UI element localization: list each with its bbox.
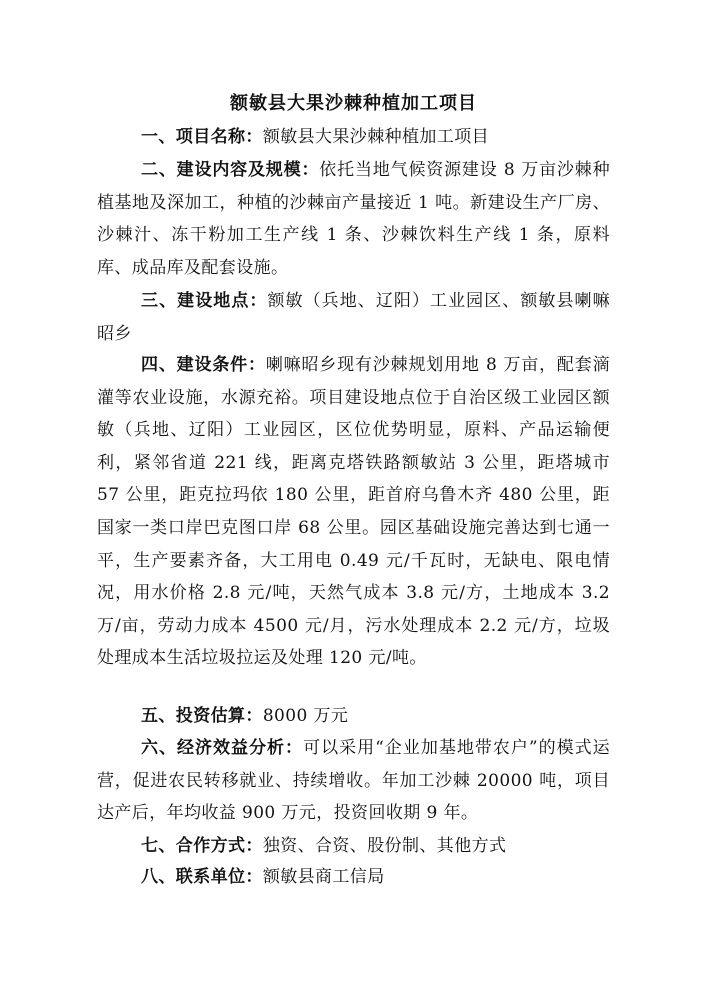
section-body: 额敏县商工信局: [262, 867, 385, 887]
section-body: 额敏（兵地、辽阳）工业园区、额敏县喇嘛昭乡: [97, 291, 610, 344]
section-contact-unit: [97, 861, 610, 894]
section-economic-analysis: [97, 732, 610, 830]
section-construction-site: [97, 285, 610, 350]
section-heading: 八、联系单位：: [141, 867, 263, 887]
section-construction-scope: [97, 154, 610, 284]
section-heading: 七、合作方式：: [141, 836, 263, 856]
section-heading: 三、建设地点：: [141, 291, 268, 311]
section-heading: 六、经济效益分析：: [141, 738, 304, 758]
section-project-name: [97, 121, 610, 154]
section-body: 可以采用“企业加基地带农户”的模式运营，促进农民转移就业、持续增收。年加工沙棘 20000 吨，项目达产后，年均收益 900 万元，投资回收期 9 年。: [97, 738, 610, 824]
section-heading: 五、投资估算：: [141, 706, 263, 726]
section-construction-conditions: [97, 349, 610, 675]
section-heading: 二、建设内容及规模：: [141, 160, 320, 180]
section-cooperation-mode: [97, 830, 610, 863]
section-heading: 四、建设条件：: [141, 355, 266, 375]
document-title: 额敏县大果沙棘种植加工项目: [230, 93, 477, 114]
section-heading: 一、项目名称：: [141, 127, 263, 147]
section-investment-estimate: [97, 700, 610, 733]
section-body: 依托当地气候资源建设 8 万亩沙棘种植基地及深加工，种植的沙棘亩产量接近 1 吨。新建设生产厂房、沙棘汁、冻干粉加工生产线 1 条、沙棘饮料生产线 1 条，原料库、成品库及配套设施。: [97, 160, 610, 278]
section-body: 喇嘛昭乡现有沙棘规划用地 8 万亩，配套滴灌等农业设施，水源充裕。项目建设地点位于自治区级工业园区额敏（兵地、辽阳）工业园区，区位优势明显，原料、产品运输便利，紧邻省道 221 线，距离克塔铁路额敏站 3 公里，距塔城市 57 公里，距克拉玛依 180 公里，距首府乌鲁木齐 480 公里，距国家一类口岸巴克图口岸 68 公里。园区基础设施完善达到七通一平，生产要素齐备，大工用电 0.49 元/千瓦时，无缺电、限电情况，用水价格 2.8 元/吨，天然气成本 3.8 元/方，土地成本 3.2 万/亩，劳动力成本 4500 元/月，污水处理成本 2.2 元/方，垃圾处理成本生活垃圾拉运及处理 120 元/吨。: [97, 355, 610, 669]
section-body: 8000 万元: [262, 706, 349, 726]
section-body: 独资、合资、股份制、其他方式: [262, 836, 507, 856]
section-body: 额敏县大果沙棘种植加工项目: [262, 127, 490, 147]
